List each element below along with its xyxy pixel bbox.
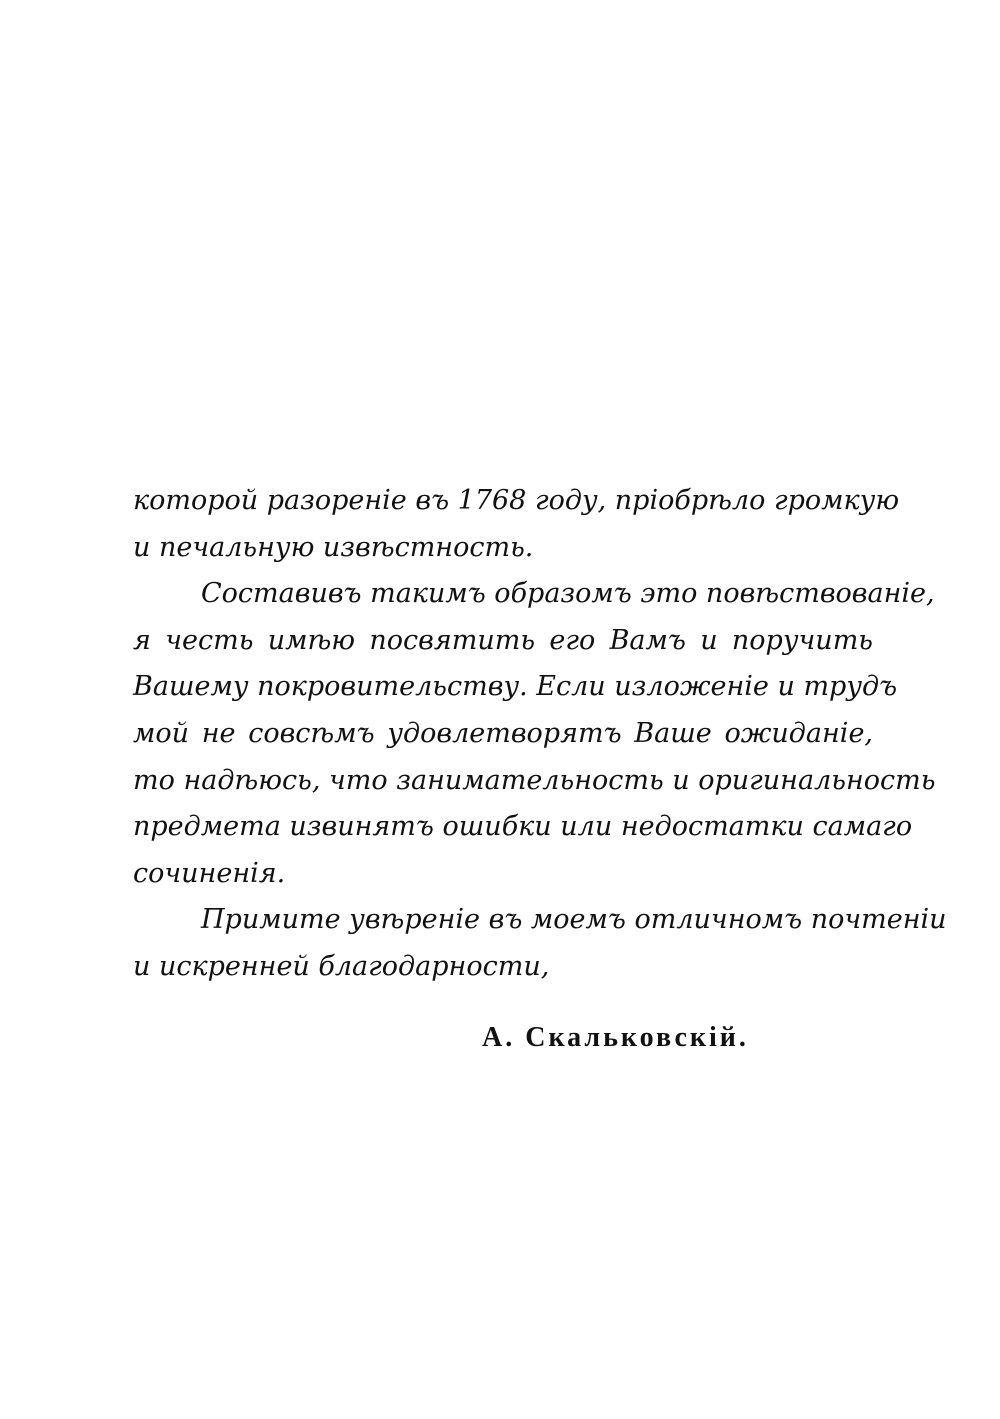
- text-line: и печальную извѣстность.: [133, 531, 534, 563]
- text-line: Вашему покровительству. Если изложенiе и трудъ: [133, 671, 898, 703]
- author-signature: А. Скальковскiй.: [482, 1022, 749, 1053]
- text-line: мой не совсѣмъ удовлетворятъ Ваше ожиданiе,: [133, 717, 873, 749]
- text-line: Примите увѣренiе въ моемъ отличномъ почтенiи: [201, 904, 947, 936]
- text-line: я честь имѣю посвятить его Вамъ и поручить: [133, 624, 873, 656]
- dedication-text: [133, 478, 947, 991]
- text-line: Составивъ такимъ образомъ это повѣствованiе,: [201, 578, 935, 610]
- text-line: которой разоренie въ 1768 году, прiобрѣло громкую: [133, 485, 900, 516]
- text-line: и искренней благодарности,: [133, 950, 550, 982]
- text-line: предмета извинятъ ошибки или недостатки самаго: [133, 811, 913, 843]
- text-line: сочиненiя.: [133, 857, 286, 889]
- text-line: то надѣюсь, что занимательность и оригинальность: [133, 764, 936, 796]
